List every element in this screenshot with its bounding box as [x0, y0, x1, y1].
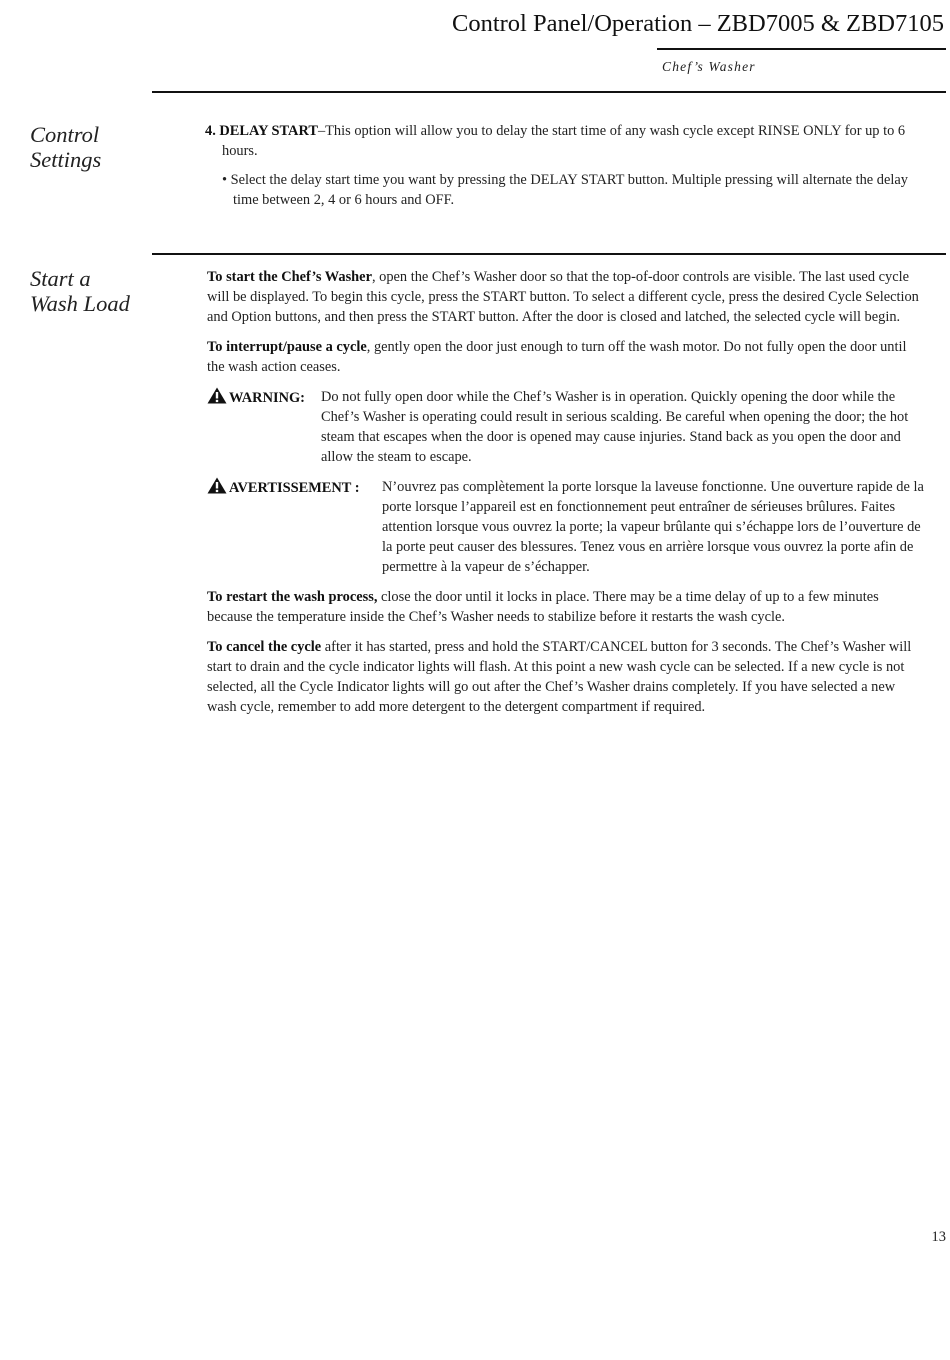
start-washer-lead: To start the Chef’s Washer [207, 269, 372, 285]
page-number: 13 [931, 1229, 946, 1245]
cancel-cycle-text: after it has started, press and hold the START/CANCEL button for 3 seconds. The Chef’s Washer will start to drain and the cycle indicator lights will flash. At this point a new wash cycle can be selected. If a new cycle is not selected, all the Cycle Indicator lights will go out after the Chef’s Washer drains completely. If you have selected a new wash cycle, remember to add more detergent to the detergent compartment if required. [207, 639, 912, 715]
delay-start-bullet-text: Select the delay start time you want by pressing the DELAY START button. Multiple pressing will alternate the delay time between 2, 4 or 6 hours and OFF. [230, 172, 908, 208]
delay-start-number: 4. [205, 123, 216, 139]
avertissement-label-group [207, 477, 382, 577]
delay-start-text: –This option will allow you to delay the start time of any wash cycle except RINSE ONLY for up to 6 hours. [222, 123, 906, 159]
cancel-cycle-lead: To cancel the cycle [207, 639, 322, 655]
warning-label-group [207, 387, 321, 467]
restart-wash-paragraph [207, 587, 925, 627]
interrupt-cycle-lead: To interrupt/pause a cycle [207, 339, 367, 355]
warning-label: WARNING: [229, 390, 305, 406]
avertissement-label: AVERTISSEMENT : [229, 480, 360, 496]
warning-text: Do not fully open door while the Chef’s Washer is in operation. Quickly opening the door while the Chef’s Washer is operating could result in serious scalding. Be careful when opening the door; the hot steam that escapes when the door is opened may cause injuries. Stand back as you open the door and allow the steam to escape. [321, 389, 909, 465]
title-rule [657, 48, 946, 50]
section-divider-top [152, 91, 946, 93]
restart-wash-lead: To restart the wash process, [207, 589, 378, 605]
delay-start-bullet-item [205, 170, 925, 210]
control-settings-heading-line2: Settings [30, 147, 102, 172]
interrupt-cycle-paragraph [207, 337, 925, 377]
avertissement-text: N’ouvrez pas complètement la porte lorsque la laveuse fonctionne. Une ouverture rapide de la porte lorsque l’appareil est en fonctionnement peut entraîner de sérieuses brûlures. Faites attention lorsque vous ouvrez la porte; la vapeur brûlante qui s’échappe lors de l’ouverture de la porte peut causer des blessures. Tenez vous en arrière lorsque vous ouvrez la porte afin de permettre à la vapeur de s’échapper. [382, 479, 924, 575]
page-subtitle: Chef’s Washer [662, 59, 756, 74]
restart-wash-text: close the door until it locks in place. There may be a time delay of up to a few minutes because the temperature inside the Chef’s Washer needs to stabilize before it restarts the wash cycle. [207, 589, 879, 625]
start-washer-text: , open the Chef’s Washer door so that the top-of-door controls are visible. The last used cycle will be displayed. To begin this cycle, press the START button. To select a different cycle, press the desired Cycle Selection and Option buttons, and then press the START button. After the door is closed and latched, the selected cycle will begin. [207, 269, 919, 325]
interrupt-cycle-text: , gently open the door just enough to turn off the wash motor. Do not fully open the door until the wash action ceases. [207, 339, 907, 375]
control-settings-heading [30, 122, 101, 172]
warning-triangle-icon [207, 477, 227, 494]
start-wash-load-heading [30, 266, 130, 316]
start-wash-load-heading-line1: Start a [30, 266, 91, 291]
bullet-dot: • [222, 172, 228, 188]
avertissement-block [207, 477, 925, 577]
control-settings-heading-line1: Control [30, 122, 100, 147]
section-divider-middle [152, 253, 946, 255]
start-washer-paragraph [207, 267, 925, 327]
delay-start-label: DELAY START [219, 123, 318, 139]
delay-start-item [205, 121, 925, 161]
warning-block [207, 387, 925, 467]
page-title: Control Panel/Operation – ZBD7005 & ZBD7105 [452, 10, 944, 37]
start-wash-load-heading-line2: Wash Load [30, 291, 130, 316]
cancel-cycle-paragraph [207, 637, 925, 717]
warning-triangle-icon [207, 387, 227, 404]
start-wash-load-section [207, 267, 925, 727]
delay-start-section [205, 121, 925, 210]
